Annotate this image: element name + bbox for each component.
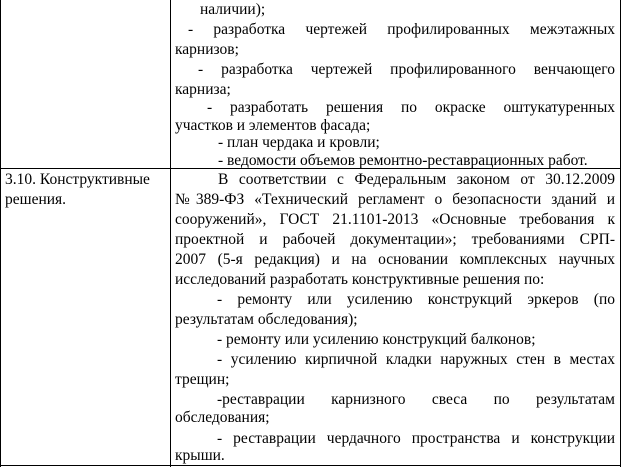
row-content-line: - ремонту или усилению конструкций балконов; [217, 331, 536, 348]
row-content-line: сооружений», ГОСТ 21.1101-2013 «Основные требования к [175, 211, 615, 228]
section-label: решения. [5, 191, 67, 208]
row-content-line: - ремонту или усилению конструкций эркеров (по [217, 291, 615, 308]
table-border-left [0, 0, 1, 467]
row-top-line: наличии); [200, 1, 266, 18]
row-content-line: крыши. [175, 447, 225, 464]
row-top-line: карниза; [175, 81, 231, 98]
row-top-line: - разработка чертежей профилированного венчающего [198, 61, 615, 78]
row-top-line: - план чердака и кровли; [218, 134, 380, 151]
row-content-line: 2007 (5-я редакция) и на основании комплексных научных [175, 251, 615, 268]
row-top-line: - ведомости объемов ремонтно-реставрационных работ. [218, 152, 588, 169]
table-border-right [620, 0, 621, 467]
row-top-line: участков и элементов фасада; [175, 117, 371, 134]
row-content-line: -реставрации карнизного свеса по результатам [217, 391, 615, 408]
section-label: 3.10. Конструктивные [5, 171, 150, 188]
row-content-line: - усилению кирпичной кладки наружных стен в местах [217, 351, 615, 368]
row-top-line: карнизов; [175, 41, 239, 58]
row-top-line: - разработать решения по окраске оштукатуренных [207, 99, 615, 116]
row-content-line: исследований разработать конструктивные решения по: [175, 271, 545, 288]
row-content-line: проектной и рабочей документации»; требованиями СРП- [175, 231, 615, 248]
row-content-line: №389-ФЗ «Технический регламент о безопасности зданий и [175, 191, 615, 208]
row-content-line: обследования; [175, 409, 270, 426]
table-border-bottom [0, 465, 621, 466]
row-top-line: - разработка чертежей профилированных межэтажных [188, 21, 615, 38]
row-content-line: - реставрации чердачного пространства и конструкции [217, 430, 615, 447]
row-content-line: В соответствии с Федеральным законом от 30.12.2009 [218, 171, 615, 188]
row-content-line: результатам обследования); [175, 311, 358, 328]
table-column-divider [170, 0, 171, 467]
row-content-line: трещин; [175, 371, 230, 388]
